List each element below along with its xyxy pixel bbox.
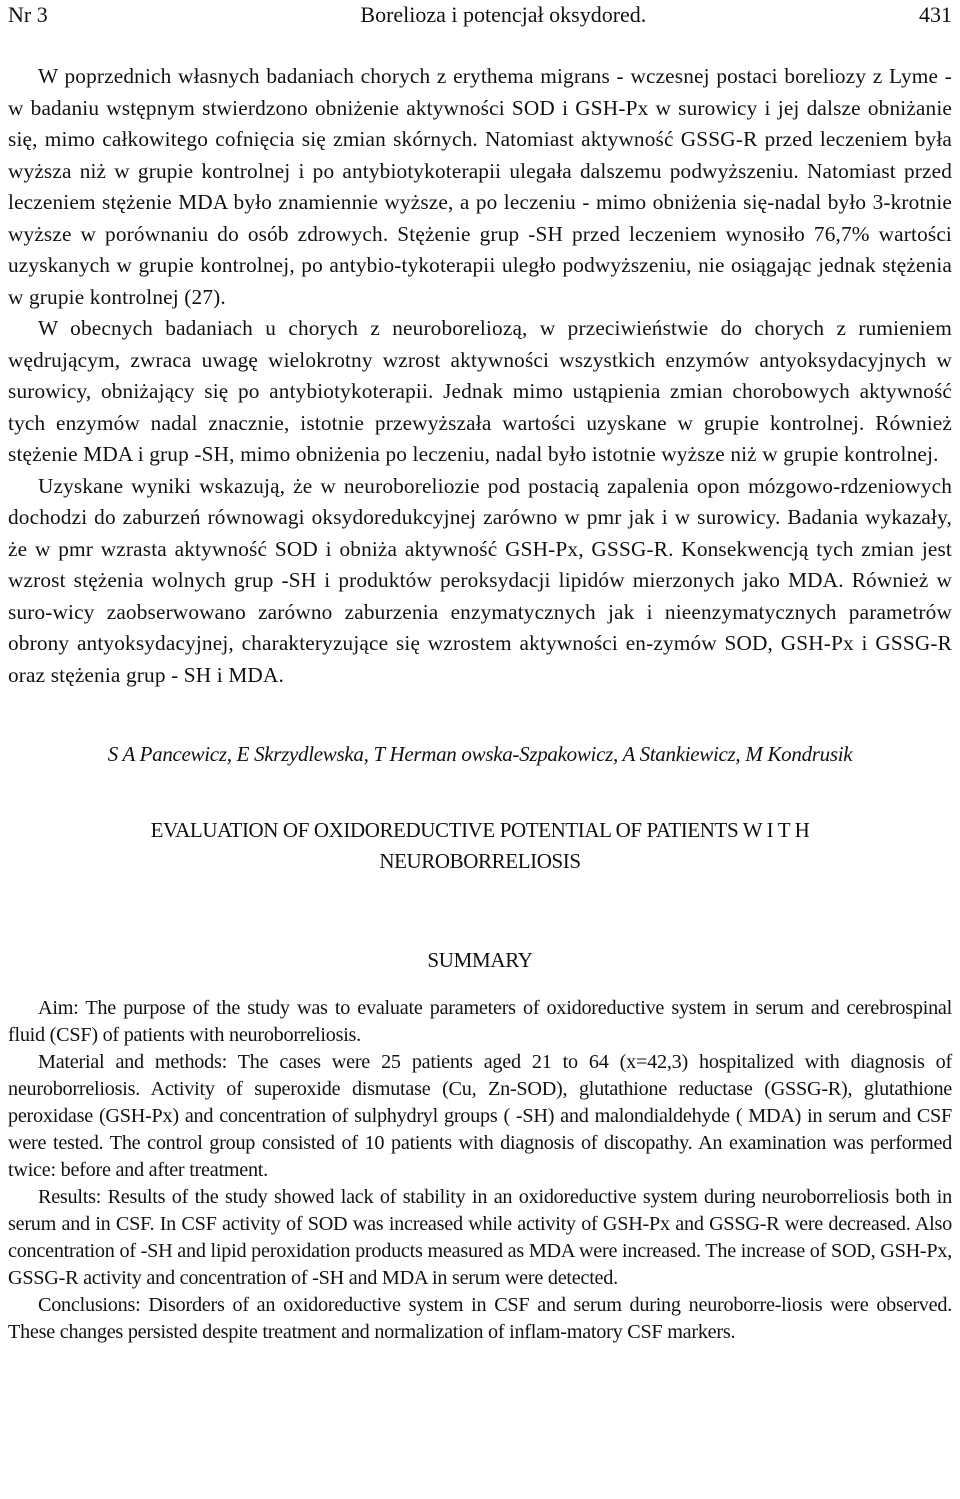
english-title-line: NEUROBORRELIOSIS: [379, 849, 581, 873]
english-title-line: EVALUATION OF OXIDOREDUCTIVE POTENTIAL OF PATIENTS W I T H: [150, 818, 810, 842]
page: [8, 0, 952, 1346]
discussion-paragraph: W obecnych badaniach u chorych z neuroboreliozą, w przeciwieństwie do chorych z rumieniem wędrującym, zwraca uwagę wielokrotny wzrost aktywności wszystkich enzymów antyoksydacyjnych w surowicy, obniżający się po antybiotykoterapii. Jednak mimo ustąpienia zmian chorobowych aktywność tych enzymów nadal znacznie, istotnie przewyższała wartości uzyskane w grupie kontrolnej. Również stężenie MDA i grup -SH, mimo obniżenia po leczeniu, nadal było istotnie wyższe niż w grupie kontrolnej.: [8, 316, 952, 466]
summary-heading: SUMMARY: [427, 948, 533, 972]
journal-issue-number: Nr 3: [8, 2, 48, 27]
running-header: [8, 0, 952, 32]
page-number: 431: [919, 2, 952, 27]
english-title: [8, 815, 952, 877]
summary-paragraph-methods: Material and methods: The cases were 25 patients aged 21 to 64 (x=42,3) hospitalized with diagnosis of neuroborreliosis. Activity of superoxide dismutase (Cu, Zn-SOD), glutathione reductase (GSSG-R), glutathione peroxidase (GSH-Px) and concentration of sulphydryl groups ( -SH) and malondialdehyde ( MDA) in serum and CSF were tested. The control group consisted of 10 patients with diagnosis of discopathy. An examination was performed twice: before and after treatment.: [8, 1051, 952, 1181]
summary-paragraph-aim: Aim: The purpose of the study was to evaluate parameters of oxidoreductive system in serum and cerebrospinal fluid (CSF) of patients with neuroborreliosis.: [8, 997, 952, 1046]
author-list: S A Pancewicz, E Skrzydlewska, T Herman owska-Szpakowicz, A Stankiewicz, M Kondrusik: [107, 742, 853, 766]
english-summary: [8, 995, 952, 1346]
discussion-paragraph: W poprzednich własnych badaniach chorych z erythema migrans - wczesnej postaci boreliozy z Lyme - w badaniu wstępnym stwierdzono obniżenie aktywności SOD i GSH-Px w surowicy i jej dalsze obniżanie się, mimo całkowitego cofnięcia się zmian skórnych. Natomiast aktywność GSSG-R przed leczeniem była wyższa niż w grupie kontrolnej i po antybiotykoterapii ulegała dalszemu podwyższeniu. Natomiast przed leczeniem stężenie MDA było znamiennie wyższe, a po leczeniu - mimo obniżenia się-nadal było 3-krotnie wyższe w porównaniu do osób zdrowych. Stężenie grup -SH przed leczeniem wynosiło 76,7% wartości uzyskanych w grupie kontrolnej, po antybio-tykoterapii uległo podwyższeniu, nie osiągając jednak stężenia w grupie kontrolnej (27).: [8, 64, 952, 309]
summary-paragraph-results: Results: Results of the study showed lack of stability in an oxidoreductive system during neuroborreliosis both in serum and in CSF. In CSF activity of SOD was increased while activity of GSH-Px and GSSG-R were decreased. Also concentration of -SH and lipid peroxidation products measured as MDA were increased. The increase of SOD, GSH-Px, GSSG-R activity and concentration of -SH and MDA in serum were detected.: [8, 1186, 952, 1289]
running-title: Borelioza i potencjał oksydored.: [360, 2, 647, 27]
polish-discussion: [8, 61, 952, 691]
summary-paragraph-conclusions: Conclusions: Disorders of an oxidoreductive system in CSF and serum during neuroborre-liosis were observed. These changes persisted despite treatment and normalization of inflam-matory CSF markers.: [8, 1294, 952, 1343]
discussion-paragraph: Uzyskane wyniki wskazują, że w neuroboreliozie pod postacią zapalenia opon mózgowo-rdzeniowych dochodzi do zaburzeń równowagi oksydoredukcyjnej zarówno w pmr jak i w surowicy. Badania wykazały, że w pmr wzrasta aktywność SOD i obniża aktywność GSH-Px, GSSG-R. Konsekwencją tych zmian jest wzrost stężenia wolnych grup -SH i produktów peroksydacji lipidów mierzonych jako MDA. Również w suro-wicy zaobserwowano zarówno zaburzenia enzymatycznych jak i nieenzymatycznych parametrów obrony antyoksydacyjnej, charakteryzujące się wzrostem aktywności en-zymów SOD, GSH-Px i GSSG-R oraz stężenia grup - SH i MDA.: [8, 473, 952, 687]
